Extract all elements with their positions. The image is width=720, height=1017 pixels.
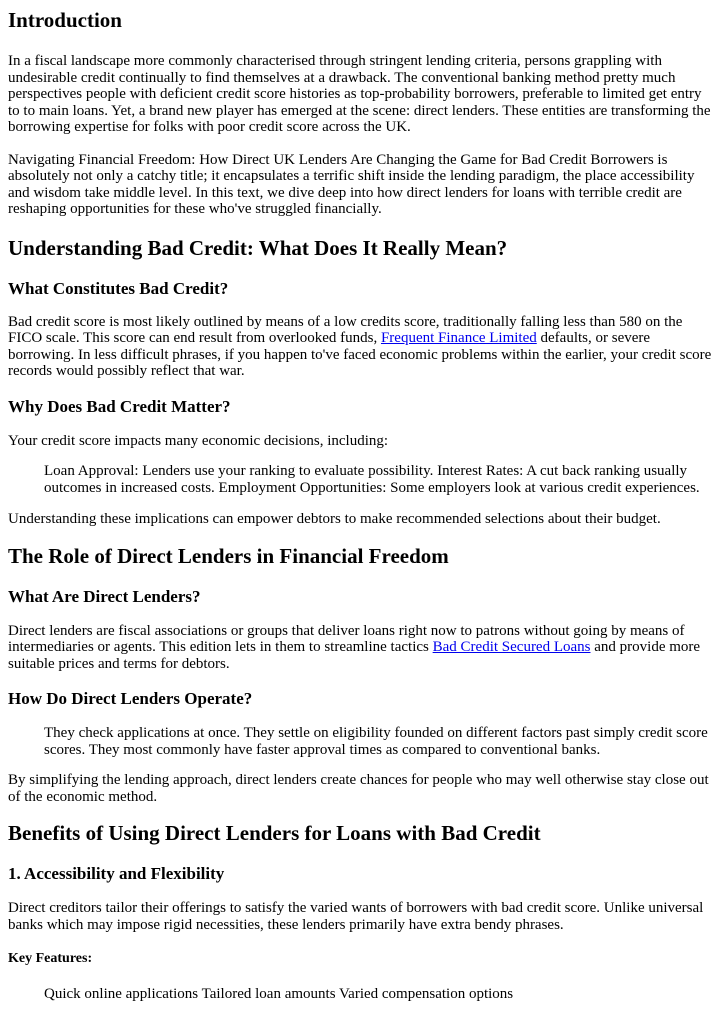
- paragraph-text: Bad credit score is most likely outlined by means of a low credits score, traditionally falling less than 580 on the FICO scale. This score can end result from overlooked funds,: [8, 313, 683, 346]
- heading-what-are-direct-lenders: What Are Direct Lenders?: [8, 586, 201, 606]
- paragraph-what-are-direct-lenders: [8, 623, 712, 673]
- link-frequent-finance[interactable]: Frequent Finance Limited: [380, 330, 537, 346]
- paragraph-accessibility: Direct creditors tailor their offerings to satisfy the varied wants of borrowers with bad credit score. Unlike universal banks which may impose rigid necessities, these lenders primarily have extra bendy phrases.: [8, 900, 704, 933]
- list-credit-impacts: Loan Approval: Lenders use your ranking to evaluate possibility. Interest Rates: A cut back ranking usually outcomes in increased costs. Employment Opportunities: Some employers look at various credit experiences.: [44, 463, 700, 496]
- paragraph-implications: Understanding these implications can empower debtors to make recommended selections about their budget.: [8, 511, 661, 527]
- paragraph-why-matter: Your credit score impacts many economic decisions, including:: [8, 432, 389, 449]
- heading-understanding-bad-credit: Understanding Bad Credit: What Does It Really Mean?: [8, 235, 508, 260]
- heading-key-features: Key Features:: [8, 951, 93, 966]
- heading-benefits: Benefits of Using Direct Lenders for Loans with Bad Credit: [8, 821, 541, 845]
- list-key-features: Quick online applications Tailored loan amounts Varied compensation options: [44, 986, 514, 1002]
- paragraph-text: defaults, or severe borrowing. In less difficult phrases, if you happen to've faced economic problems within the earlier, your credit score records would possibly reflect that war.: [8, 330, 712, 379]
- paragraph-text: Direct lenders are fiscal associations or groups that deliver loans right now to patrons without going by means of intermediaries or agents. This edition lets in them to streamline tactics: [8, 622, 685, 655]
- heading-accessibility: 1. Accessibility and Flexibility: [8, 864, 225, 883]
- paragraph-simplifying: By simplifying the lending approach, direct lenders create chances for people who may well otherwise stay close out of the economic method.: [8, 772, 709, 805]
- heading-how-operate: How Do Direct Lenders Operate?: [8, 689, 253, 708]
- paragraph-intro-1: In a fiscal landscape more commonly characterised through stringent lending criteria, persons grappling with undesirable credit continually to find themselves at a drawback. The conventional banking method pretty much perspectives people with deficient credit score histories as top-probability borrowers, preferable to limited get entry to to main loans. Yet, a brand new player has emerged at the scene: direct lenders. These entities are transforming the borrowing expertise for folks with poor credit score across the UK.: [8, 53, 711, 135]
- paragraph-intro-2: Navigating Financial Freedom: How Direct UK Lenders Are Changing the Game for Bad Credit Borrowers is absolutely not only a catchy title; it encapsulates a terrific shift inside the lending paradigm, the place accessibility and wisdom take middle level. In this text, we dive deep into how direct lenders for loans with terrible credit are reshaping opportunities for these who've struggled financially.: [8, 151, 695, 217]
- paragraph-text: and provide more suitable prices and terms for debtors.: [8, 639, 701, 672]
- heading-introduction: Introduction: [8, 8, 122, 32]
- heading-why-matter: Why Does Bad Credit Matter?: [8, 396, 231, 416]
- heading-role-of-direct-lenders: The Role of Direct Lenders in Financial Freedom: [8, 543, 449, 568]
- link-bad-credit-secured-loans[interactable]: Bad Credit Secured Loans: [432, 639, 591, 655]
- list-how-operate: They check applications at once. They settle on eligibility founded on different factors past simply credit score scores. They most commonly have faster approval times as compared to conventional banks.: [44, 725, 708, 758]
- heading-what-constitutes: What Constitutes Bad Credit?: [8, 278, 229, 298]
- paragraph-what-constitutes: [8, 314, 712, 380]
